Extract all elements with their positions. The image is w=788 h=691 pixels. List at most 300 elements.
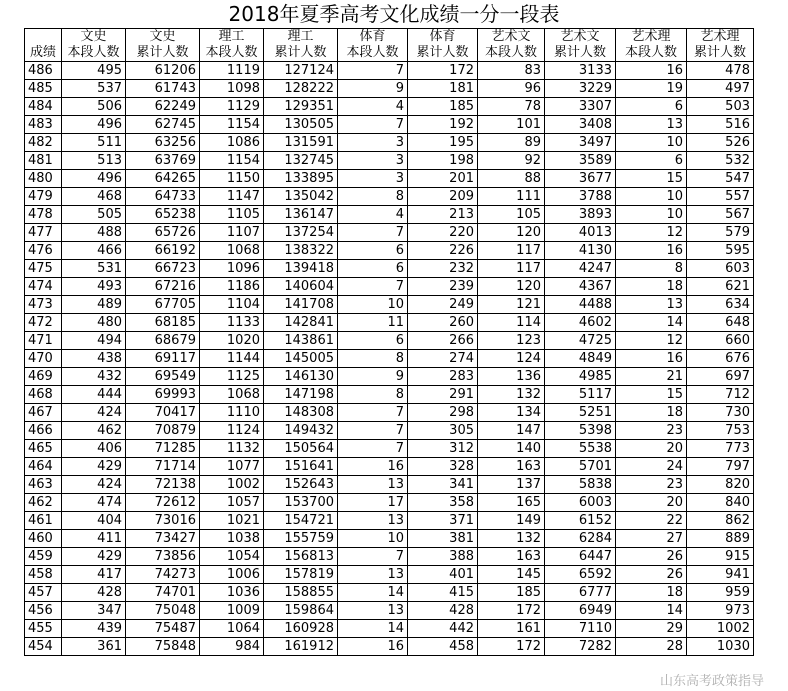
count-cell: 4247 bbox=[545, 260, 616, 278]
count-cell: 5838 bbox=[545, 476, 616, 494]
count-cell: 24 bbox=[616, 458, 687, 476]
count-cell: 1125 bbox=[200, 368, 264, 386]
count-cell: 13 bbox=[338, 476, 408, 494]
count-cell: 163 bbox=[478, 458, 545, 476]
header-cell-metric: 本段人数 bbox=[200, 45, 264, 62]
count-cell: 132745 bbox=[264, 152, 338, 170]
count-cell: 4985 bbox=[545, 368, 616, 386]
count-cell: 305 bbox=[408, 422, 478, 440]
count-cell: 23 bbox=[616, 422, 687, 440]
count-cell: 417 bbox=[62, 566, 126, 584]
score-cell: 454 bbox=[25, 638, 62, 656]
count-cell: 130505 bbox=[264, 116, 338, 134]
count-cell: 1077 bbox=[200, 458, 264, 476]
header-cell-category: 艺术理 bbox=[687, 29, 754, 46]
count-cell: 8 bbox=[338, 188, 408, 206]
count-cell: 136 bbox=[478, 368, 545, 386]
count-cell: 537 bbox=[62, 80, 126, 98]
count-cell: 406 bbox=[62, 440, 126, 458]
count-cell: 5538 bbox=[545, 440, 616, 458]
score-cell: 462 bbox=[25, 494, 62, 512]
count-cell: 1068 bbox=[200, 242, 264, 260]
header-row-category bbox=[25, 29, 754, 46]
count-cell: 1098 bbox=[200, 80, 264, 98]
count-cell: 145005 bbox=[264, 350, 338, 368]
count-cell: 72138 bbox=[126, 476, 200, 494]
count-cell: 18 bbox=[616, 278, 687, 296]
count-cell: 63769 bbox=[126, 152, 200, 170]
count-cell: 20 bbox=[616, 494, 687, 512]
count-cell: 503 bbox=[687, 98, 754, 116]
count-cell: 69117 bbox=[126, 350, 200, 368]
count-cell: 773 bbox=[687, 440, 754, 458]
count-cell: 8 bbox=[338, 386, 408, 404]
count-cell: 5251 bbox=[545, 404, 616, 422]
count-cell: 66723 bbox=[126, 260, 200, 278]
count-cell: 1154 bbox=[200, 152, 264, 170]
count-cell: 532 bbox=[687, 152, 754, 170]
count-cell: 131591 bbox=[264, 134, 338, 152]
table-row bbox=[25, 458, 754, 476]
count-cell: 424 bbox=[62, 404, 126, 422]
count-cell: 96 bbox=[478, 80, 545, 98]
count-cell: 13 bbox=[616, 116, 687, 134]
count-cell: 70879 bbox=[126, 422, 200, 440]
score-cell: 455 bbox=[25, 620, 62, 638]
count-cell: 5117 bbox=[545, 386, 616, 404]
count-cell: 466 bbox=[62, 242, 126, 260]
count-cell: 15 bbox=[616, 170, 687, 188]
count-cell: 140 bbox=[478, 440, 545, 458]
count-cell: 89 bbox=[478, 134, 545, 152]
count-cell: 274 bbox=[408, 350, 478, 368]
count-cell: 474 bbox=[62, 494, 126, 512]
count-cell: 621 bbox=[687, 278, 754, 296]
count-cell: 4 bbox=[338, 206, 408, 224]
count-cell: 26 bbox=[616, 566, 687, 584]
header-cell-metric: 累计人数 bbox=[126, 45, 200, 62]
header-cell-category bbox=[25, 29, 62, 46]
count-cell: 61206 bbox=[126, 62, 200, 80]
count-cell: 150564 bbox=[264, 440, 338, 458]
count-cell: 3133 bbox=[545, 62, 616, 80]
table-row bbox=[25, 260, 754, 278]
count-cell: 172 bbox=[408, 62, 478, 80]
count-cell: 7 bbox=[338, 62, 408, 80]
count-cell: 226 bbox=[408, 242, 478, 260]
count-cell: 153700 bbox=[264, 494, 338, 512]
count-cell: 298 bbox=[408, 404, 478, 422]
count-cell: 156813 bbox=[264, 548, 338, 566]
count-cell: 4130 bbox=[545, 242, 616, 260]
table-row bbox=[25, 638, 754, 656]
count-cell: 14 bbox=[338, 584, 408, 602]
header-cell-category: 艺术文 bbox=[545, 29, 616, 46]
count-cell: 124 bbox=[478, 350, 545, 368]
count-cell: 114 bbox=[478, 314, 545, 332]
count-cell: 462 bbox=[62, 422, 126, 440]
count-cell: 62745 bbox=[126, 116, 200, 134]
header-cell-metric: 本段人数 bbox=[338, 45, 408, 62]
count-cell: 17 bbox=[338, 494, 408, 512]
count-cell: 10 bbox=[338, 296, 408, 314]
count-cell: 27 bbox=[616, 530, 687, 548]
count-cell: 134 bbox=[478, 404, 545, 422]
count-cell: 7110 bbox=[545, 620, 616, 638]
table-body bbox=[25, 62, 754, 656]
count-cell: 497 bbox=[687, 80, 754, 98]
count-cell: 117 bbox=[478, 260, 545, 278]
score-cell: 479 bbox=[25, 188, 62, 206]
count-cell: 29 bbox=[616, 620, 687, 638]
count-cell: 496 bbox=[62, 116, 126, 134]
count-cell: 128222 bbox=[264, 80, 338, 98]
count-cell: 388 bbox=[408, 548, 478, 566]
count-cell: 22 bbox=[616, 512, 687, 530]
count-cell: 67216 bbox=[126, 278, 200, 296]
count-cell: 69993 bbox=[126, 386, 200, 404]
count-cell: 70417 bbox=[126, 404, 200, 422]
count-cell: 145 bbox=[478, 566, 545, 584]
count-cell: 137254 bbox=[264, 224, 338, 242]
count-cell: 10 bbox=[616, 206, 687, 224]
count-cell: 75487 bbox=[126, 620, 200, 638]
count-cell: 23 bbox=[616, 476, 687, 494]
count-cell: 493 bbox=[62, 278, 126, 296]
count-cell: 797 bbox=[687, 458, 754, 476]
table-row bbox=[25, 152, 754, 170]
count-cell: 415 bbox=[408, 584, 478, 602]
table-row bbox=[25, 566, 754, 584]
count-cell: 676 bbox=[687, 350, 754, 368]
count-cell: 6777 bbox=[545, 584, 616, 602]
count-cell: 147 bbox=[478, 422, 545, 440]
table-row bbox=[25, 620, 754, 638]
count-cell: 78 bbox=[478, 98, 545, 116]
count-cell: 132 bbox=[478, 530, 545, 548]
table-row bbox=[25, 494, 754, 512]
score-cell: 481 bbox=[25, 152, 62, 170]
count-cell: 411 bbox=[62, 530, 126, 548]
header-cell-metric: 累计人数 bbox=[264, 45, 338, 62]
count-cell: 1064 bbox=[200, 620, 264, 638]
table-row bbox=[25, 512, 754, 530]
count-cell: 480 bbox=[62, 314, 126, 332]
count-cell: 6284 bbox=[545, 530, 616, 548]
header-cell-category: 体育 bbox=[338, 29, 408, 46]
count-cell: 172 bbox=[478, 638, 545, 656]
table-row bbox=[25, 404, 754, 422]
header-cell-metric: 成绩 bbox=[25, 45, 62, 62]
count-cell: 152643 bbox=[264, 476, 338, 494]
count-cell: 1132 bbox=[200, 440, 264, 458]
count-cell: 3893 bbox=[545, 206, 616, 224]
count-cell: 146130 bbox=[264, 368, 338, 386]
count-cell: 65726 bbox=[126, 224, 200, 242]
count-cell: 3 bbox=[338, 152, 408, 170]
count-cell: 159864 bbox=[264, 602, 338, 620]
count-cell: 444 bbox=[62, 386, 126, 404]
count-cell: 3307 bbox=[545, 98, 616, 116]
table-row bbox=[25, 476, 754, 494]
count-cell: 12 bbox=[616, 224, 687, 242]
count-cell: 13 bbox=[338, 512, 408, 530]
count-cell: 20 bbox=[616, 440, 687, 458]
count-cell: 458 bbox=[408, 638, 478, 656]
count-cell: 603 bbox=[687, 260, 754, 278]
score-cell: 480 bbox=[25, 170, 62, 188]
score-cell: 483 bbox=[25, 116, 62, 134]
table-row bbox=[25, 296, 754, 314]
count-cell: 505 bbox=[62, 206, 126, 224]
count-cell: 65238 bbox=[126, 206, 200, 224]
count-cell: 83 bbox=[478, 62, 545, 80]
count-cell: 8 bbox=[338, 350, 408, 368]
count-cell: 511 bbox=[62, 134, 126, 152]
table-row bbox=[25, 368, 754, 386]
count-cell: 185 bbox=[478, 584, 545, 602]
count-cell: 192 bbox=[408, 116, 478, 134]
count-cell: 1104 bbox=[200, 296, 264, 314]
count-cell: 1119 bbox=[200, 62, 264, 80]
count-cell: 11 bbox=[338, 314, 408, 332]
count-cell: 973 bbox=[687, 602, 754, 620]
count-cell: 133895 bbox=[264, 170, 338, 188]
table-row bbox=[25, 350, 754, 368]
count-cell: 439 bbox=[62, 620, 126, 638]
score-cell: 471 bbox=[25, 332, 62, 350]
count-cell: 195 bbox=[408, 134, 478, 152]
count-cell: 10 bbox=[338, 530, 408, 548]
table-row bbox=[25, 170, 754, 188]
count-cell: 64265 bbox=[126, 170, 200, 188]
score-cell: 458 bbox=[25, 566, 62, 584]
count-cell: 13 bbox=[338, 566, 408, 584]
count-cell: 495 bbox=[62, 62, 126, 80]
count-cell: 141708 bbox=[264, 296, 338, 314]
table-row bbox=[25, 602, 754, 620]
score-cell: 467 bbox=[25, 404, 62, 422]
count-cell: 151641 bbox=[264, 458, 338, 476]
count-cell: 1154 bbox=[200, 116, 264, 134]
score-cell: 475 bbox=[25, 260, 62, 278]
count-cell: 579 bbox=[687, 224, 754, 242]
table-row bbox=[25, 242, 754, 260]
count-cell: 820 bbox=[687, 476, 754, 494]
count-cell: 6 bbox=[338, 242, 408, 260]
count-cell: 3788 bbox=[545, 188, 616, 206]
count-cell: 3408 bbox=[545, 116, 616, 134]
count-cell: 6 bbox=[338, 260, 408, 278]
count-cell: 6 bbox=[338, 332, 408, 350]
count-cell: 7 bbox=[338, 440, 408, 458]
count-cell: 18 bbox=[616, 584, 687, 602]
table-row bbox=[25, 530, 754, 548]
count-cell: 1038 bbox=[200, 530, 264, 548]
count-cell: 105 bbox=[478, 206, 545, 224]
score-cell: 478 bbox=[25, 206, 62, 224]
count-cell: 142841 bbox=[264, 314, 338, 332]
count-cell: 429 bbox=[62, 458, 126, 476]
count-cell: 120 bbox=[478, 278, 545, 296]
count-cell: 7 bbox=[338, 404, 408, 422]
count-cell: 3 bbox=[338, 170, 408, 188]
score-cell: 468 bbox=[25, 386, 62, 404]
count-cell: 428 bbox=[62, 584, 126, 602]
count-cell: 361 bbox=[62, 638, 126, 656]
count-cell: 401 bbox=[408, 566, 478, 584]
score-cell: 469 bbox=[25, 368, 62, 386]
count-cell: 6152 bbox=[545, 512, 616, 530]
count-cell: 660 bbox=[687, 332, 754, 350]
count-cell: 3589 bbox=[545, 152, 616, 170]
count-cell: 494 bbox=[62, 332, 126, 350]
count-cell: 149432 bbox=[264, 422, 338, 440]
table-row bbox=[25, 98, 754, 116]
page-title: 2018年夏季高考文化成绩一分一段表 bbox=[228, 2, 560, 26]
count-cell: 13 bbox=[616, 296, 687, 314]
table-row bbox=[25, 422, 754, 440]
count-cell: 8 bbox=[616, 260, 687, 278]
score-cell: 484 bbox=[25, 98, 62, 116]
count-cell: 1096 bbox=[200, 260, 264, 278]
count-cell: 429 bbox=[62, 548, 126, 566]
count-cell: 478 bbox=[687, 62, 754, 80]
count-cell: 1186 bbox=[200, 278, 264, 296]
count-cell: 547 bbox=[687, 170, 754, 188]
count-cell: 915 bbox=[687, 548, 754, 566]
count-cell: 697 bbox=[687, 368, 754, 386]
header-cell-category: 文史 bbox=[126, 29, 200, 46]
count-cell: 1133 bbox=[200, 314, 264, 332]
count-cell: 1110 bbox=[200, 404, 264, 422]
score-cell: 460 bbox=[25, 530, 62, 548]
count-cell: 489 bbox=[62, 296, 126, 314]
count-cell: 840 bbox=[687, 494, 754, 512]
score-cell: 466 bbox=[25, 422, 62, 440]
count-cell: 291 bbox=[408, 386, 478, 404]
table-row bbox=[25, 314, 754, 332]
count-cell: 26 bbox=[616, 548, 687, 566]
count-cell: 157819 bbox=[264, 566, 338, 584]
count-cell: 73427 bbox=[126, 530, 200, 548]
score-cell: 461 bbox=[25, 512, 62, 530]
count-cell: 381 bbox=[408, 530, 478, 548]
count-cell: 862 bbox=[687, 512, 754, 530]
count-cell: 1057 bbox=[200, 494, 264, 512]
header-row-metric bbox=[25, 45, 754, 62]
count-cell: 1124 bbox=[200, 422, 264, 440]
score-cell: 477 bbox=[25, 224, 62, 242]
count-cell: 72612 bbox=[126, 494, 200, 512]
count-cell: 712 bbox=[687, 386, 754, 404]
count-cell: 889 bbox=[687, 530, 754, 548]
count-cell: 6592 bbox=[545, 566, 616, 584]
table-row bbox=[25, 134, 754, 152]
count-cell: 1030 bbox=[687, 638, 754, 656]
score-cell: 474 bbox=[25, 278, 62, 296]
count-cell: 506 bbox=[62, 98, 126, 116]
count-cell: 442 bbox=[408, 620, 478, 638]
count-cell: 61743 bbox=[126, 80, 200, 98]
count-cell: 7282 bbox=[545, 638, 616, 656]
count-cell: 73016 bbox=[126, 512, 200, 530]
count-cell: 1036 bbox=[200, 584, 264, 602]
count-cell: 404 bbox=[62, 512, 126, 530]
score-cell: 456 bbox=[25, 602, 62, 620]
count-cell: 239 bbox=[408, 278, 478, 296]
count-cell: 648 bbox=[687, 314, 754, 332]
count-cell: 4367 bbox=[545, 278, 616, 296]
count-cell: 1107 bbox=[200, 224, 264, 242]
count-cell: 163 bbox=[478, 548, 545, 566]
count-cell: 10 bbox=[616, 188, 687, 206]
count-cell: 1054 bbox=[200, 548, 264, 566]
count-cell: 198 bbox=[408, 152, 478, 170]
count-cell: 312 bbox=[408, 440, 478, 458]
count-cell: 1147 bbox=[200, 188, 264, 206]
count-cell: 9 bbox=[338, 80, 408, 98]
count-cell: 71285 bbox=[126, 440, 200, 458]
count-cell: 358 bbox=[408, 494, 478, 512]
table-row bbox=[25, 584, 754, 602]
count-cell: 68185 bbox=[126, 314, 200, 332]
count-cell: 1002 bbox=[687, 620, 754, 638]
count-cell: 4602 bbox=[545, 314, 616, 332]
score-cell: 473 bbox=[25, 296, 62, 314]
count-cell: 28 bbox=[616, 638, 687, 656]
count-cell: 74273 bbox=[126, 566, 200, 584]
count-cell: 10 bbox=[616, 134, 687, 152]
count-cell: 161912 bbox=[264, 638, 338, 656]
count-cell: 220 bbox=[408, 224, 478, 242]
table-row bbox=[25, 332, 754, 350]
table-row bbox=[25, 116, 754, 134]
count-cell: 111 bbox=[478, 188, 545, 206]
count-cell: 14 bbox=[616, 314, 687, 332]
count-cell: 634 bbox=[687, 296, 754, 314]
count-cell: 7 bbox=[338, 422, 408, 440]
header-cell-metric: 累计人数 bbox=[687, 45, 754, 62]
count-cell: 4488 bbox=[545, 296, 616, 314]
count-cell: 185 bbox=[408, 98, 478, 116]
count-cell: 6 bbox=[616, 98, 687, 116]
count-cell: 66192 bbox=[126, 242, 200, 260]
watermark: 山东高考政策指导 bbox=[659, 674, 764, 689]
count-cell: 136147 bbox=[264, 206, 338, 224]
count-cell: 1020 bbox=[200, 332, 264, 350]
count-cell: 16 bbox=[338, 638, 408, 656]
count-cell: 75048 bbox=[126, 602, 200, 620]
count-cell: 4 bbox=[338, 98, 408, 116]
count-cell: 5398 bbox=[545, 422, 616, 440]
count-cell: 132 bbox=[478, 386, 545, 404]
count-cell: 1006 bbox=[200, 566, 264, 584]
count-cell: 161 bbox=[478, 620, 545, 638]
count-cell: 147198 bbox=[264, 386, 338, 404]
count-cell: 19 bbox=[616, 80, 687, 98]
count-cell: 127124 bbox=[264, 62, 338, 80]
count-cell: 139418 bbox=[264, 260, 338, 278]
count-cell: 74701 bbox=[126, 584, 200, 602]
count-cell: 266 bbox=[408, 332, 478, 350]
count-cell: 158855 bbox=[264, 584, 338, 602]
count-cell: 1021 bbox=[200, 512, 264, 530]
count-cell: 4013 bbox=[545, 224, 616, 242]
count-cell: 67705 bbox=[126, 296, 200, 314]
count-cell: 18 bbox=[616, 404, 687, 422]
count-cell: 117 bbox=[478, 242, 545, 260]
